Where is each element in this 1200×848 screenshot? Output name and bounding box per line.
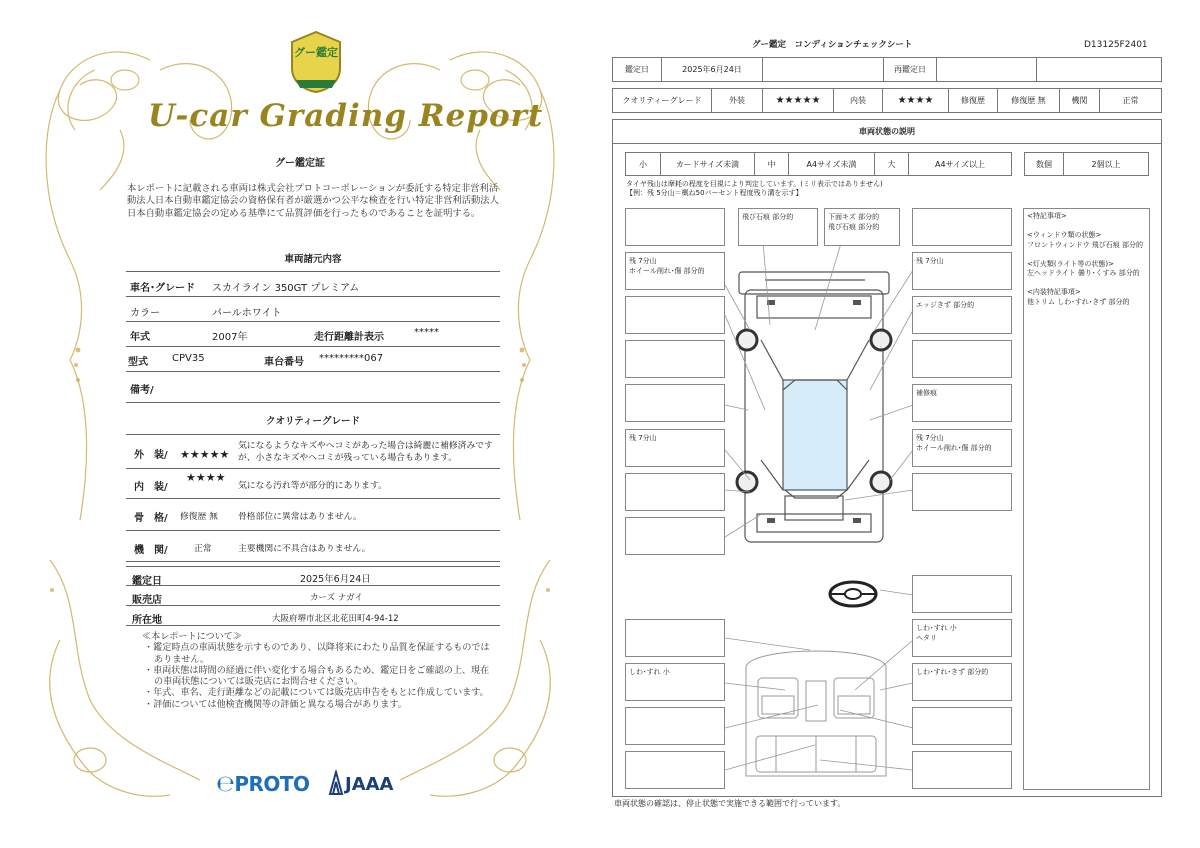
appraisal-row-address <box>126 606 500 626</box>
count-desc: 2個以上 <box>1063 152 1149 176</box>
interior-label: 内 装/ <box>134 482 168 493</box>
spec-row-remarks <box>126 372 500 400</box>
repair-value: 修復歴 無 <box>997 88 1060 113</box>
goo-appraisal-emblem <box>288 30 344 94</box>
quality-heading-row <box>126 402 500 435</box>
exterior-stars: ★★★★★ <box>180 448 230 461</box>
note-box-right-edge: エッジきず 部分的 <box>912 296 1012 334</box>
int-stars: ★★★★ <box>882 88 949 113</box>
interior-stars: ★★★★ <box>186 471 226 484</box>
address-value: 大阪府堺市北区北花田町4-94-12 <box>272 614 399 624</box>
note-box-interior-right1: しわ･すれ 小 ヘタリ <box>912 619 1012 657</box>
note-box-right-front-tire: 残 7分山 <box>912 252 1012 290</box>
spec-year-value: 2007年 <box>212 332 248 343</box>
note-box <box>625 296 725 334</box>
count-label: 数個 <box>1024 152 1064 176</box>
date-label: 鑑定日 <box>612 57 662 82</box>
size-small: 小 <box>625 152 661 176</box>
engine-desc: 主要機関に不具合はありません。 <box>238 544 371 554</box>
frame-label: 骨 格/ <box>134 513 168 524</box>
frame-value: 修復歴 無 <box>180 512 218 522</box>
note-item: ・評価については他検査機関等の評価と異なる場合があります。 <box>144 699 407 710</box>
size-mid: 中 <box>754 152 789 176</box>
engine-value: 正常 <box>194 544 212 554</box>
exterior-label: 外 装/ <box>134 450 168 461</box>
spec-row-model <box>126 347 500 372</box>
date-value: 2025年6月24日 <box>661 57 763 82</box>
note-box <box>625 517 725 555</box>
spec-color-value: パールホワイト <box>212 308 282 319</box>
interior-desc: 気になる汚れ等が部分的にあります。 <box>238 481 387 491</box>
note-box-right-rear-tire: 残 7分山 ホイール削れ･傷 部分的 <box>912 429 1012 467</box>
note-box <box>912 575 1012 613</box>
spec-mileage-value: ***** <box>414 327 439 338</box>
certificate-intro: 本レポートに記載される車両は株式会社プロトコーポレーションが委託する特定非営利活動法人日本自動車鑑定協会の資格保有者が厳選かつ公平な検査を行い特定非営利活動法人日本自動車鑑定協会の定める基準にて品質評価を行ったものであることを証明する。 <box>127 183 499 219</box>
appraisal-row-date <box>126 566 500 586</box>
report-title: U-car Grading Report <box>148 98 544 134</box>
spec-name-value: スカイライン 350GT プレミアム <box>212 283 360 294</box>
proto-logo: ℮PROTO <box>216 772 310 797</box>
note-box-interior-left: しわ･すれ 小 <box>625 663 725 701</box>
note-box <box>912 473 1012 511</box>
spec-color-label: カラー <box>130 308 160 319</box>
doc-id: D13125F2401 <box>1084 40 1148 50</box>
spec-row-year <box>126 322 500 347</box>
spec-row-name <box>126 271 500 297</box>
certificate-title: グー鑑定証 <box>275 158 325 169</box>
quality-row-frame <box>126 499 500 531</box>
spec-year-label: 年式 <box>130 332 150 343</box>
quality-row-exterior <box>126 435 500 469</box>
spec-name-label: 車名･グレード <box>130 283 195 294</box>
reappraisal-label: 再鑑定日 <box>883 57 937 82</box>
note-box-left-rear-tire: 残 7分山 <box>625 429 725 467</box>
spec-model-label: 型式 <box>128 357 148 368</box>
section-title: 車両状態の説明 <box>612 119 1162 144</box>
engine-label: 機 関/ <box>134 545 168 556</box>
int-label: 内装 <box>833 88 883 113</box>
note-item: ・年式、車名、走行距離などの記載については販売店申告をもとに作成しています。 <box>144 688 489 699</box>
appraisal-date-label: 鑑定日 <box>132 576 162 587</box>
engine-label: 機関 <box>1059 88 1100 113</box>
address-label: 所在地 <box>132 615 162 626</box>
ext-label: 外装 <box>711 88 763 113</box>
notes-title: ≪本レポートについて≫ <box>142 632 242 642</box>
grade-label: クオリティーグレード <box>612 88 712 113</box>
special-notes: <特記事項> <ウィンドウ類の状態> フロントウィンドウ 飛び石痕 部分的 <灯火類(ライト等の状態)> 左ヘッドライト 曇り･くすみ 部分的 <内装特記事項> 他トリム しわ･すれ･きず 部分的 <box>1023 208 1150 790</box>
size-large: 大 <box>874 152 909 176</box>
quality-row-engine <box>126 531 500 562</box>
shop-label: 販売店 <box>132 595 162 606</box>
ext-stars: ★★★★★ <box>762 88 834 113</box>
note-item: ・鑑定時点の車両状態を示すものであり、以降将来にわたり品質を保証するものではありません。 <box>144 643 490 665</box>
footer-note: 車両状態の確認は、停止状態で実施できる範囲で行っています。 <box>614 799 846 808</box>
appraisal-date-value: 2025年6月24日 <box>300 574 371 585</box>
spec-mileage-label: 走行距離計表示 <box>314 332 384 343</box>
quality-row-interior <box>126 469 500 499</box>
size-mid-desc: A4サイズ未満 <box>788 152 875 176</box>
jaaa-logo: JAAA <box>345 774 394 795</box>
spec-heading: 車両諸元内容 <box>284 254 342 265</box>
size-large-desc: A4サイズ以上 <box>908 152 1012 176</box>
jaaa-logo-icon <box>328 770 344 796</box>
tire-example: 【例：残 5分山＝概ね50パーセント程度残り溝を示す】 <box>626 189 803 197</box>
note-box <box>625 751 725 789</box>
note-box <box>625 384 725 422</box>
note-box-top-mid2: 下面キズ 部分的 飛び石痕 部分的 <box>824 208 900 246</box>
condition-check-sheet <box>600 0 1200 848</box>
sheet-title: グー鑑定 コンディションチェックシート <box>752 40 913 50</box>
appraisal-row-shop <box>126 586 500 606</box>
note-box-top-mid1: 飛び石痕 部分的 <box>738 208 818 246</box>
note-box <box>912 707 1012 745</box>
spec-remarks-label: 備考/ <box>130 385 154 396</box>
note-item: ・車両状態は時間の経過に伴い変化する場合もあるため、鑑定日をご確認の上、現在の車両状態については販売店にお問合せください。 <box>144 665 490 688</box>
note-box <box>912 208 1012 246</box>
repair-label: 修復歴 <box>948 88 998 113</box>
note-box <box>625 340 725 378</box>
note-box <box>625 619 725 657</box>
note-box <box>625 707 725 745</box>
spec-chassis-value: *********067 <box>319 353 384 364</box>
spec-row-color <box>126 297 500 322</box>
note-box-right-repair: 補修痕 <box>912 384 1012 422</box>
note-box <box>912 751 1012 789</box>
spec-chassis-label: 車台番号 <box>264 357 304 368</box>
note-box <box>625 473 725 511</box>
exterior-desc: 気になるようなキズやヘコミがあった場合は綺麗に補修済みですが、小さなキズやヘコミが残っている場合もあります。 <box>238 441 493 463</box>
size-small-desc: カードサイズ未満 <box>660 152 755 176</box>
spec-model-value: CPV35 <box>172 353 205 364</box>
frame-desc: 骨格部位に異常はありません。 <box>238 512 362 522</box>
note-box <box>912 340 1012 378</box>
engine-value: 正常 <box>1099 88 1162 113</box>
note-box <box>625 208 725 246</box>
note-box-interior-right2: しわ･すれ･きず 部分的 <box>912 663 1012 701</box>
note-box-left-front-tire: 残 7分山 ホイール削れ･傷 部分的 <box>625 252 725 290</box>
report-notes <box>142 632 492 711</box>
quality-heading: クオリティーグレード <box>265 416 361 427</box>
shop-value: カーズ ナガイ <box>310 593 363 603</box>
tire-note: タイヤ残山は摩耗の程度を目視により判定しています。(ミリ表示ではありません) <box>626 180 883 188</box>
emblem-text: グー鑑定 <box>294 46 338 59</box>
